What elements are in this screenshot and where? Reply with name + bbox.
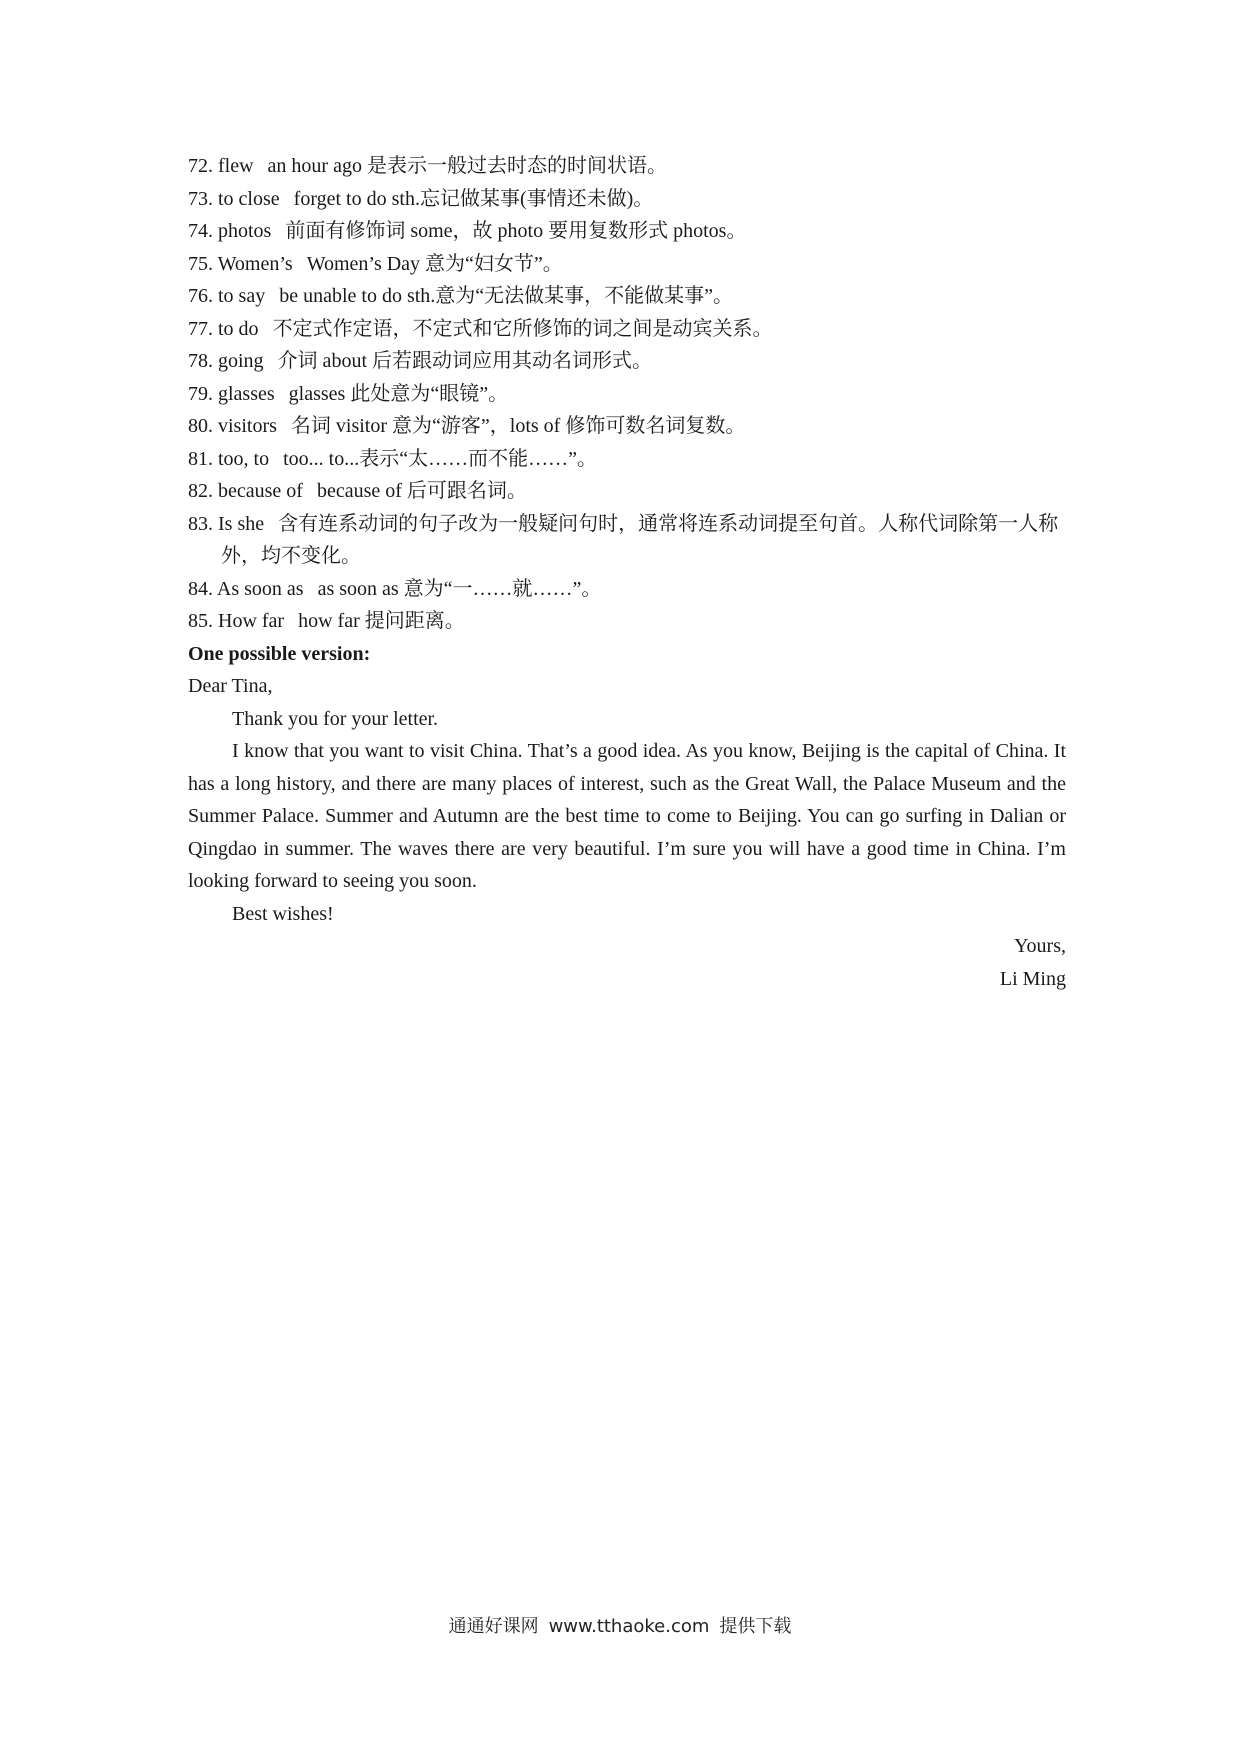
answer-key: 76. to say: [188, 285, 266, 307]
answer-note: 不定式作定语，不定式和它所修饰的词之间是动宾关系。: [272, 317, 773, 340]
answer-key: 79. glasses: [188, 382, 275, 405]
answer-key: 73. to close: [188, 187, 280, 210]
answer-note: Women’s Day 意为“妇女节”。: [306, 252, 563, 275]
answer-item: [188, 280, 1066, 313]
answer-note: 名词 visitor 意为“游客”，lots of 修饰可数名词复数。: [290, 415, 746, 437]
answer-key: 84. As soon as: [188, 577, 304, 600]
answer-note: how far 提问距离。: [298, 610, 465, 632]
answer-note: as soon as 意为“一……就……”。: [317, 577, 602, 600]
letter-signature: Li Ming: [999, 967, 1066, 990]
answer-item: [188, 313, 1066, 346]
letter-salutation: Dear Tina,: [188, 675, 273, 697]
sample-letter: [188, 670, 1066, 995]
answer-note: 介词 about 后若跟动词应用其动名词形式。: [277, 350, 652, 372]
answer-item: [188, 215, 1066, 248]
answer-note: forget to do sth.忘记做某事(事情还未做)。: [293, 187, 654, 210]
answer-note: be unable to do sth.意为“无法做某事，不能做某事”。: [279, 285, 734, 307]
letter-closing: Best wishes!: [232, 902, 334, 925]
answer-key: 77. to do: [188, 317, 259, 340]
answer-item: [188, 508, 1066, 573]
answer-key: 81. too, to: [188, 447, 270, 470]
answer-key: 80. visitors: [188, 415, 277, 437]
answer-item: [188, 605, 1066, 638]
answer-note: an hour ago 是表示一般过去时态的时间状语。: [267, 155, 667, 177]
letter-opening: Thank you for your letter.: [232, 707, 439, 730]
footer-url[interactable]: www.tthaoke.com: [548, 1616, 710, 1637]
answer-list: [188, 150, 1066, 638]
answer-item: [188, 150, 1066, 183]
answer-key: 85. How far: [188, 610, 285, 632]
answer-key: 75. Women’s: [188, 252, 293, 275]
answer-item: [188, 183, 1066, 216]
page-footer: [0, 1612, 1240, 1638]
answer-item: [188, 475, 1066, 508]
footer-site-name: 通通好课网: [448, 1616, 539, 1637]
answer-key: 78. going: [188, 350, 264, 372]
page-content: [188, 150, 1066, 995]
answer-note: 前面有修饰词 some，故 photo 要用复数形式 photos。: [285, 220, 747, 242]
answer-key: 74. photos: [188, 220, 272, 242]
letter-signoff: Yours,: [1014, 935, 1066, 957]
answer-item: [188, 248, 1066, 281]
answer-item: [188, 573, 1066, 606]
answer-item: [188, 345, 1066, 378]
footer-suffix: 提供下载: [719, 1616, 792, 1637]
answer-item: [188, 410, 1066, 443]
answer-note: too... to...表示“太……而不能……”。: [283, 447, 597, 470]
answer-note: 含有连系动词的句子改为一般疑问句时，通常将连系动词提至句首。人称代词除第一人称外，均不变化。: [221, 512, 1059, 567]
answer-key: 72. flew: [188, 155, 254, 177]
answer-item: [188, 378, 1066, 411]
answer-key: 83. Is she: [188, 512, 265, 535]
answer-key: 82. because of: [188, 480, 303, 502]
answer-note: because of 后可跟名词。: [316, 480, 527, 502]
essay-heading: One possible version:: [188, 642, 371, 665]
answer-note: glasses 此处意为“眼镜”。: [288, 382, 509, 405]
letter-body: I know that you want to visit China. That’s a good idea. As you know, Beijing is the capital of China. It has a long history, and there are many places of interest, such as the Great Wall, the Palace Museum and the Summer Palace. Summer and Autumn are the best time to come to Beijing. You can go surfing in Dalian or Qingdao in summer. The waves there are very beautiful. I’m sure you will have a good time in China. I’m looking forward to seeing you soon.: [188, 740, 1066, 892]
answer-item: [188, 443, 1066, 476]
